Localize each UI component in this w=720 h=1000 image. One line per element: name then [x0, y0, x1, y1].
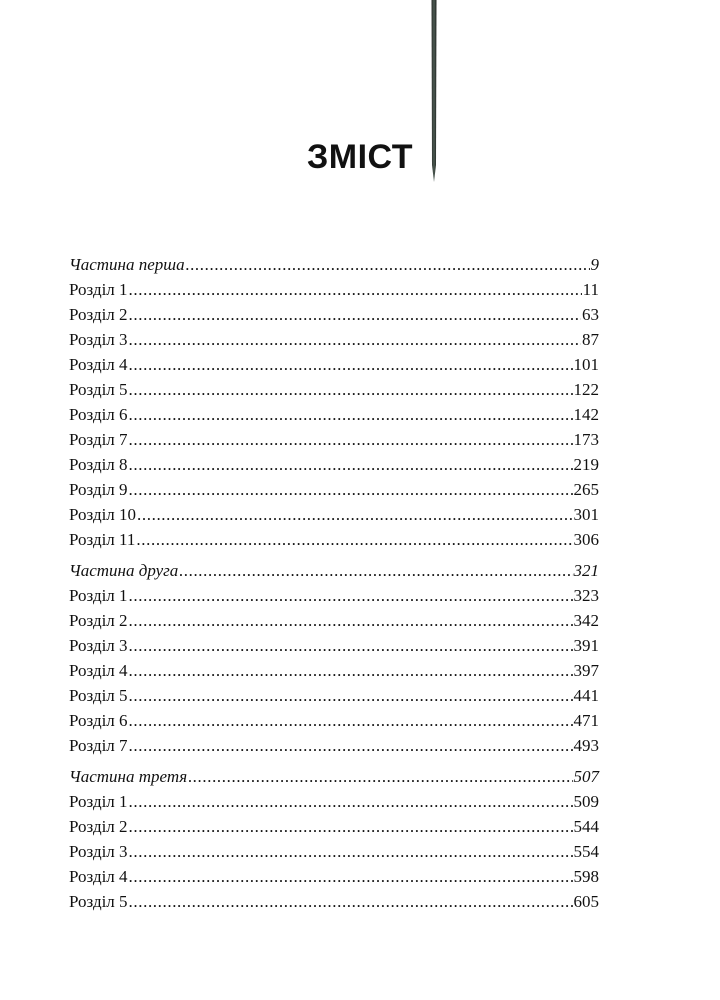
toc-part-heading[interactable] [69, 764, 599, 789]
toc-part-heading[interactable] [69, 252, 599, 277]
toc-leader-dots [129, 864, 573, 889]
toc-chapter-label: Розділ 7 [69, 430, 128, 449]
toc-chapter-row[interactable] [69, 377, 599, 402]
toc-part [69, 252, 599, 552]
toc-chapter-row[interactable] [69, 789, 599, 814]
toc-chapter-row[interactable] [69, 527, 599, 552]
toc-chapter-label: Розділ 1 [69, 586, 128, 605]
toc-page-number: 323 [573, 586, 599, 605]
toc-page-number: 342 [573, 611, 599, 630]
toc-chapter-row[interactable] [69, 864, 599, 889]
toc-leader-dots [129, 352, 573, 377]
toc-leader-dots [129, 708, 573, 733]
toc-chapter-label: Розділ 5 [69, 892, 128, 911]
toc-chapter-label: Розділ 5 [69, 380, 128, 399]
toc-part-title: Частина третя [69, 767, 188, 786]
toc-page-number: 471 [573, 711, 599, 730]
toc-chapter-label: Розділ 10 [69, 505, 137, 524]
toc-page-number: 391 [573, 636, 599, 655]
toc-chapter-label: Розділ 6 [69, 405, 128, 424]
toc-leader-dots [179, 558, 572, 583]
toc-page-number: 122 [573, 380, 599, 399]
toc-chapter-label: Розділ 1 [69, 280, 128, 299]
toc-page-number: 101 [573, 355, 599, 374]
toc-chapter-label: Розділ 4 [69, 661, 128, 680]
toc-chapter-label: Розділ 9 [69, 480, 128, 499]
toc-page-number: 441 [573, 686, 599, 705]
toc-leader-dots [129, 583, 573, 608]
toc-page-number: 544 [573, 817, 599, 836]
toc-chapter-label: Розділ 1 [69, 792, 128, 811]
toc-leader-dots [129, 633, 573, 658]
toc-chapter-label: Розділ 4 [69, 867, 128, 886]
toc-page-number: 173 [573, 430, 599, 449]
page-title: ЗМІСТ [306, 138, 414, 176]
toc-chapter-label: Розділ 2 [69, 305, 128, 324]
toc-page-number: 507 [573, 767, 599, 786]
toc-part-title: Частина друга [69, 561, 179, 580]
toc-chapter-row[interactable] [69, 352, 599, 377]
toc-part [69, 764, 599, 914]
toc-chapter-label: Розділ 8 [69, 455, 128, 474]
toc-chapter-label: Розділ 5 [69, 686, 128, 705]
toc-page-number: 509 [573, 792, 599, 811]
toc-part-heading[interactable] [69, 558, 599, 583]
toc-leader-dots [129, 889, 573, 914]
toc-page-number: 9 [590, 255, 599, 274]
toc-leader-dots [129, 814, 573, 839]
toc-chapter-row[interactable] [69, 814, 599, 839]
toc-leader-dots [186, 252, 590, 277]
toc-leader-dots [136, 527, 572, 552]
toc-part [69, 558, 599, 758]
toc-page-number: 306 [573, 530, 599, 549]
toc-leader-dots [129, 302, 581, 327]
toc-chapter-row[interactable] [69, 302, 599, 327]
table-of-contents [69, 252, 599, 914]
toc-chapter-row[interactable] [69, 427, 599, 452]
toc-chapter-row[interactable] [69, 327, 599, 352]
toc-chapter-label: Розділ 3 [69, 636, 128, 655]
toc-page-number: 321 [573, 561, 599, 580]
toc-chapter-label: Розділ 7 [69, 736, 128, 755]
toc-chapter-row[interactable] [69, 402, 599, 427]
toc-leader-dots [129, 839, 573, 864]
toc-leader-dots [129, 427, 573, 452]
toc-leader-dots [129, 658, 573, 683]
toc-page-number: 598 [573, 867, 599, 886]
toc-page-number: 265 [573, 480, 599, 499]
toc-chapter-label: Розділ 2 [69, 611, 128, 630]
toc-chapter-row[interactable] [69, 683, 599, 708]
toc-leader-dots [129, 277, 582, 302]
toc-leader-dots [129, 733, 573, 758]
toc-page-number: 493 [573, 736, 599, 755]
toc-chapter-label: Розділ 11 [69, 530, 136, 549]
toc-leader-dots [137, 502, 572, 527]
toc-page-number: 397 [573, 661, 599, 680]
toc-chapter-label: Розділ 3 [69, 330, 128, 349]
toc-leader-dots [129, 477, 573, 502]
toc-leader-dots [129, 377, 573, 402]
toc-leader-dots [129, 327, 581, 352]
toc-chapter-label: Розділ 3 [69, 842, 128, 861]
toc-page-number: 554 [573, 842, 599, 861]
toc-page-number: 87 [582, 330, 599, 349]
toc-page-number: 11 [582, 280, 599, 299]
toc-chapter-row[interactable] [69, 658, 599, 683]
toc-page-number: 142 [573, 405, 599, 424]
toc-chapter-row[interactable] [69, 733, 599, 758]
toc-chapter-row[interactable] [69, 502, 599, 527]
toc-page-number: 301 [573, 505, 599, 524]
toc-leader-dots [129, 452, 573, 477]
toc-chapter-row[interactable] [69, 708, 599, 733]
toc-leader-dots [129, 402, 573, 427]
toc-leader-dots [129, 789, 573, 814]
toc-page-number: 605 [573, 892, 599, 911]
toc-page-number: 63 [582, 305, 599, 324]
toc-page-number: 219 [573, 455, 599, 474]
toc-chapter-row[interactable] [69, 839, 599, 864]
toc-leader-dots [129, 683, 573, 708]
toc-leader-dots [188, 764, 572, 789]
toc-chapter-label: Розділ 4 [69, 355, 128, 374]
toc-chapter-row[interactable] [69, 477, 599, 502]
toc-chapter-row[interactable] [69, 889, 599, 914]
toc-chapter-row[interactable] [69, 633, 599, 658]
toc-chapter-row[interactable] [69, 452, 599, 477]
toc-chapter-label: Розділ 6 [69, 711, 128, 730]
toc-chapter-row[interactable] [69, 583, 599, 608]
toc-chapter-row[interactable] [69, 277, 599, 302]
toc-part-title: Частина перша [69, 255, 185, 274]
toc-chapter-label: Розділ 2 [69, 817, 128, 836]
toc-chapter-row[interactable] [69, 608, 599, 633]
toc-leader-dots [129, 608, 573, 633]
